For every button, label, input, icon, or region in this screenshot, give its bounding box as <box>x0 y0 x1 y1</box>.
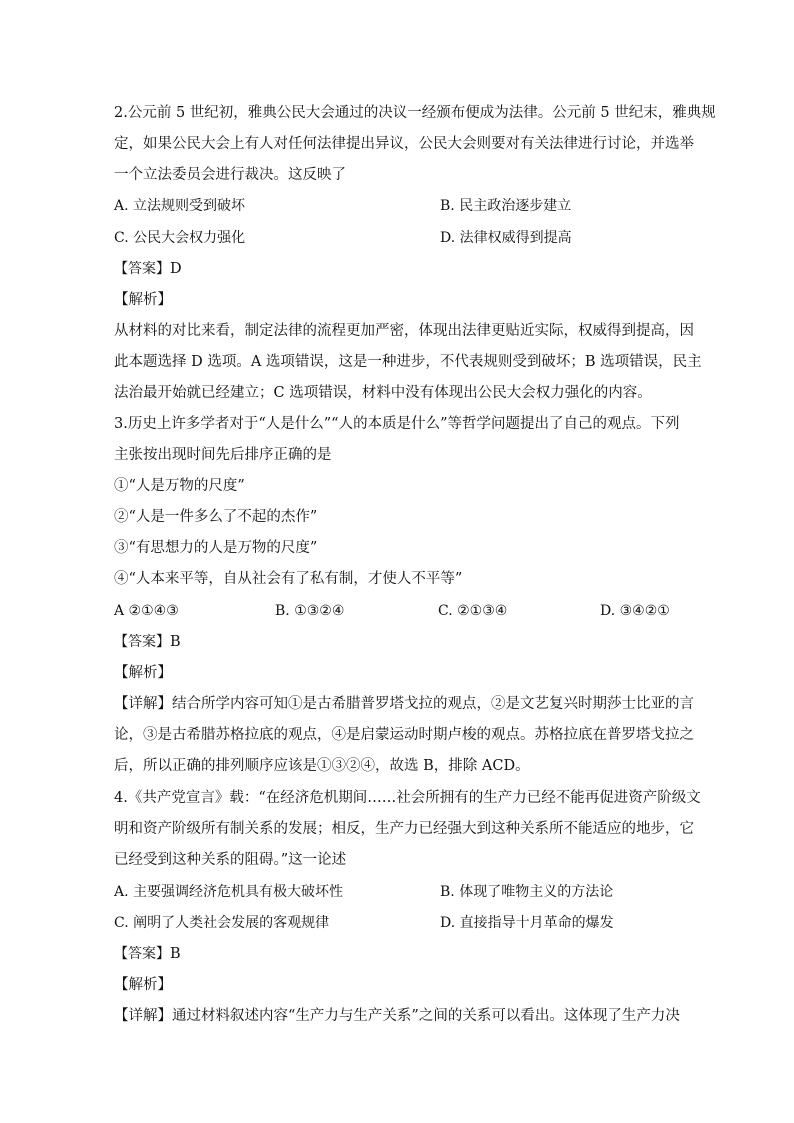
q3-item-1: ①“人是万物的尺度” <box>114 478 245 494</box>
q3-answer-tag: 【答案】 <box>114 634 170 650</box>
q3-stem-line-1: 3.历史上许多学者对于“人是什么”“人的本质是什么”等哲学问题提出了自己的观点。下列 <box>114 416 680 432</box>
q2-stem-line-2: 定，如果公民大会上有人对任何法律提出异议，公民大会则要对有关法律进行讨论，并选举 <box>114 136 694 152</box>
q2-option-b: B. 民主政治逐步建立 <box>440 198 572 214</box>
q4-option-d: D. 直接指导十月革命的爆发 <box>440 915 614 931</box>
q2-analysis-line-1: 从材料的对比来看，制定法律的流程更加严密，体现出法律更贴近实际，权威得到提高，因 <box>114 323 694 339</box>
q3-answer-value: B <box>170 634 181 650</box>
q4-stem-line-1: 4.《共产党宣言》载：“在经济危机期间……社会所拥有的生产力已经不能再促进资产阶级文 <box>114 790 701 806</box>
q3-item-2: ②“人是一件多么了不起的杰作” <box>114 509 318 525</box>
q3-item-4: ④“人本来平等，自从社会有了私有制，才使人不平等” <box>114 571 463 587</box>
q3-answer-row <box>114 632 684 652</box>
q3-item-3: ③“有思想力的人是万物的尺度” <box>114 540 318 556</box>
q2-stem-line-3: 一个立法委员会进行裁决。这反映了 <box>114 167 346 183</box>
q2-analysis-line-3: 法治最开始就已经建立；C 选项错误，材料中没有体现出公民大会权力强化的内容。 <box>114 385 652 401</box>
q4-option-b: B. 体现了唯物主义的方法论 <box>440 884 614 900</box>
q2-analysis-tag: 【解析】 <box>114 292 172 308</box>
q3-option-c: C. ②①③④ <box>438 603 508 619</box>
q2-option-a: A. 立法规则受到破坏 <box>114 198 246 214</box>
q2-answer-row <box>114 259 684 279</box>
q3-option-b: B. ①③②④ <box>275 603 345 619</box>
q4-option-c: C. 阐明了人类社会发展的客观规律 <box>114 915 330 931</box>
q3-option-a: A ②①④③ <box>114 603 179 619</box>
q4-answer-row <box>114 944 684 964</box>
q4-analysis-tag: 【解析】 <box>114 977 172 993</box>
q3-option-d: D. ③④②① <box>600 603 670 619</box>
q2-analysis-line-2: 此本题选择 D 选项。A 选项错误，这是一种进步，不代表规则受到破坏；B 选项错误，民主 <box>114 354 702 370</box>
q4-stem-line-3: 已经受到这种关系的阻碍。”这一论述 <box>114 852 347 868</box>
q3-stem-line-2: 主张按出现时间先后排序正确的是 <box>114 447 332 463</box>
q4-answer-value: B <box>170 946 181 962</box>
q4-answer-tag: 【答案】 <box>114 946 170 962</box>
q2-answer-tag: 【答案】 <box>114 261 170 277</box>
q4-detail-line-1: 【详解】通过材料叙述内容“生产力与生产关系”之间的关系可以看出。这体现了生产力决 <box>114 1008 680 1024</box>
q3-detail-line-1: 【详解】结合所学内容可知①是古希腊普罗塔戈拉的观点，②是文艺复兴时期莎士比亚的言 <box>114 696 694 712</box>
q2-option-d: D. 法律权威得到提高 <box>440 230 572 246</box>
q4-option-a: A. 主要强调经济危机具有极大破坏性 <box>114 884 344 900</box>
q2-stem-line-1: 2.公元前 5 世纪初，雅典公民大会通过的决议一经颁布便成为法律。公元前 5 世纪末，雅典规 <box>114 105 716 121</box>
q3-detail-line-3: 后，所以正确的排列顺序应该是①③②④，故选 B，排除 ACD。 <box>114 758 530 774</box>
q4-stem-line-2: 明和资产阶级所有制关系的发展；相反，生产力已经强大到这种关系所不能适应的地步，它 <box>114 821 694 837</box>
q3-analysis-tag: 【解析】 <box>114 665 172 681</box>
q3-detail-line-2: 论，③是古希腊苏格拉底的观点，④是启蒙运动时期卢梭的观点。苏格拉底在普罗塔戈拉之 <box>114 727 694 743</box>
q2-answer-value: D <box>170 261 182 277</box>
q2-option-c: C. 公民大会权力强化 <box>114 230 246 246</box>
